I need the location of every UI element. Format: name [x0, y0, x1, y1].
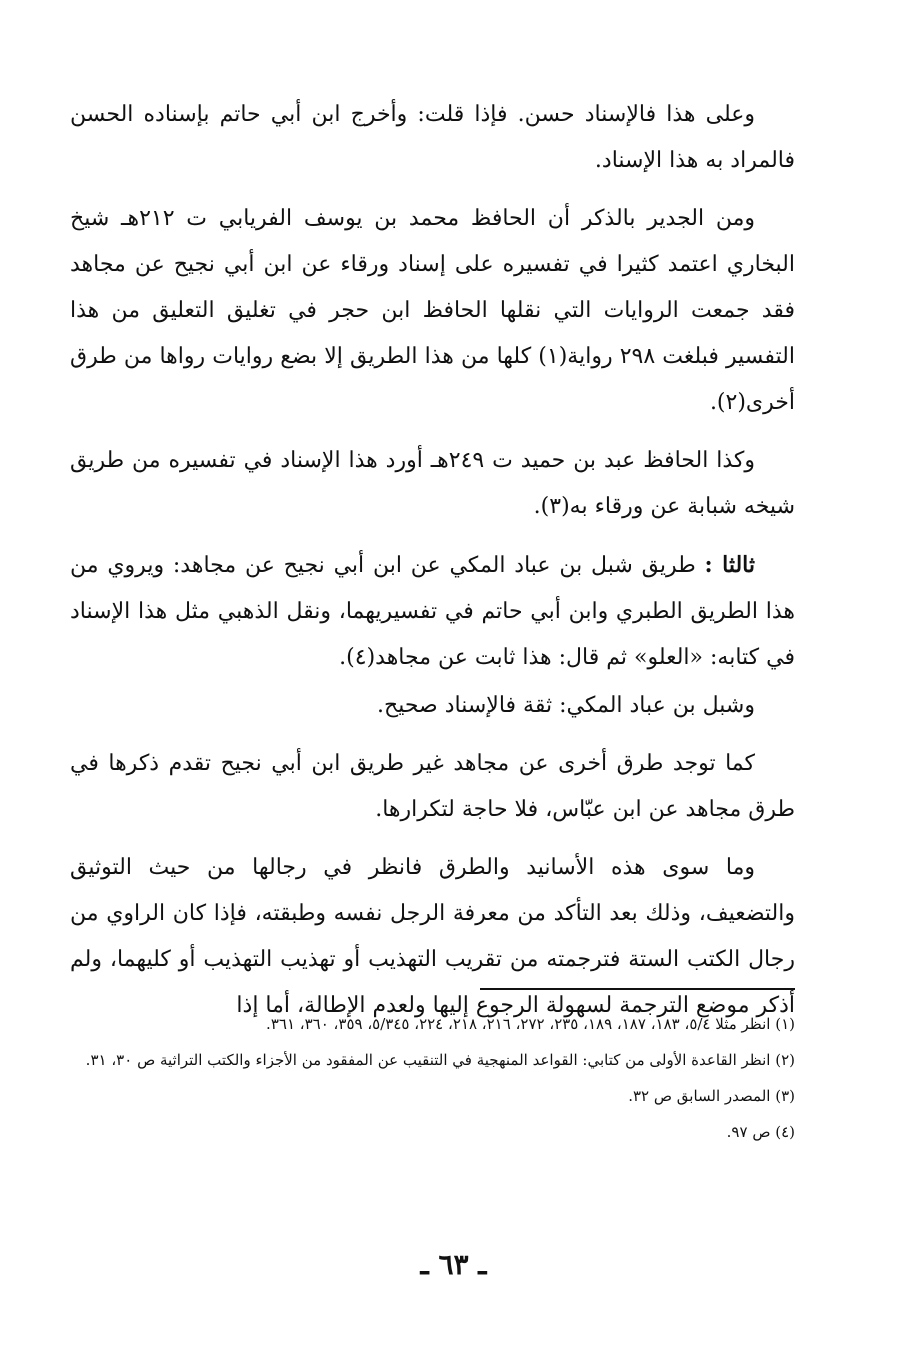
- paragraph-4-text: طريق شبل بن عباد المكي عن ابن أبي نجيح عن مجاهد: ويروي من هذا الطريق الطبري وابن أبي حاتم في تفسيريهما، ونقل الذهبي مثل هذا الإسناد في كتابه: «العلو» ثم قال: هذا ثابت عن مجاهد(٤).: [70, 553, 795, 670]
- third-label: ثالثا :: [704, 552, 755, 578]
- paragraph-7: وما سوى هذه الأسانيد والطرق فانظر في رجالها من حيث التوثيق والتضعيف، وذلك بعد التأكد من معرفة الرجل نفسه وطبقته، فإذا كان الراوي من رجال الكتب الستة فترجمته من تقريب التهذيب أو تهذيب التهذيب أو كليهما، ولم أذكر موضع الترجمة لسهولة الرجوع إليها ولعدم الإطالة، أما إذا: [70, 855, 795, 1018]
- paragraph-4: [70, 542, 795, 681]
- footnote-4: (٤) ص ٩٧.: [726, 1123, 795, 1141]
- paragraph-5: وشبل بن عباد المكي: ثقة فالإسناد صحيح.: [377, 693, 755, 718]
- footnote-separator: [480, 988, 795, 990]
- paragraph-3: وكذا الحافظ عبد بن حميد ت ٢٤٩هـ أورد هذا الإسناد في تفسيره من طريق شيخه شبابة عن ورقاء به(٣).: [70, 448, 795, 519]
- footnote-2: (٢) انظر القاعدة الأولى من كتابي: القواعد المنهجية في التنقيب عن المفقود من الأجزاء والكتب التراثية ص ٣٠، ٣١.: [85, 1051, 795, 1069]
- paragraph-2: ومن الجدير بالذكر أن الحافظ محمد بن يوسف الفريابي ت ٢١٢هـ شيخ البخاري اعتمد كثيرا في تفسيره على إسناد ورقاء عن ابن أبي نجيح عن مجاهد فقد جمعت الروايات التي نقلها الحافظ ابن حجر في تغليق التعليق من هذا التفسير فبلغت ٢٩٨ رواية(١) كلها من هذا الطريق إلا بضع روايات رواها من طرق أخرى(٢).: [70, 206, 796, 415]
- footnote-1: (١) انظر مثلا ٥/٤، ١٨٣، ١٨٧، ١٨٩، ٢٣٥، ٢٧٢، ٢١٦، ٢١٨، ٢٢٤، ٥/٣٤٥، ٣٥٩، ٣٦٠، ٣٦١.: [266, 1015, 795, 1033]
- separator-line: [480, 988, 795, 990]
- main-text: [70, 92, 795, 1041]
- paragraph-1: وعلى هذا فالإسناد حسن. فإذا قلت: وأخرج ابن أبي حاتم بإسناده الحسن فالمراد به هذا الإسناد.: [70, 102, 795, 173]
- page-number: ـ ٦٣ ـ: [420, 1248, 487, 1281]
- paragraph-6: كما توجد طرق أخرى عن مجاهد غير طريق ابن أبي نجيح تقدم ذكرها في طرق مجاهد عن ابن عبّاس، فلا حاجة لتكرارها.: [70, 751, 795, 822]
- footnotes: [70, 1008, 795, 1152]
- footnote-3: (٣) المصدر السابق ص ٣٢.: [628, 1087, 795, 1105]
